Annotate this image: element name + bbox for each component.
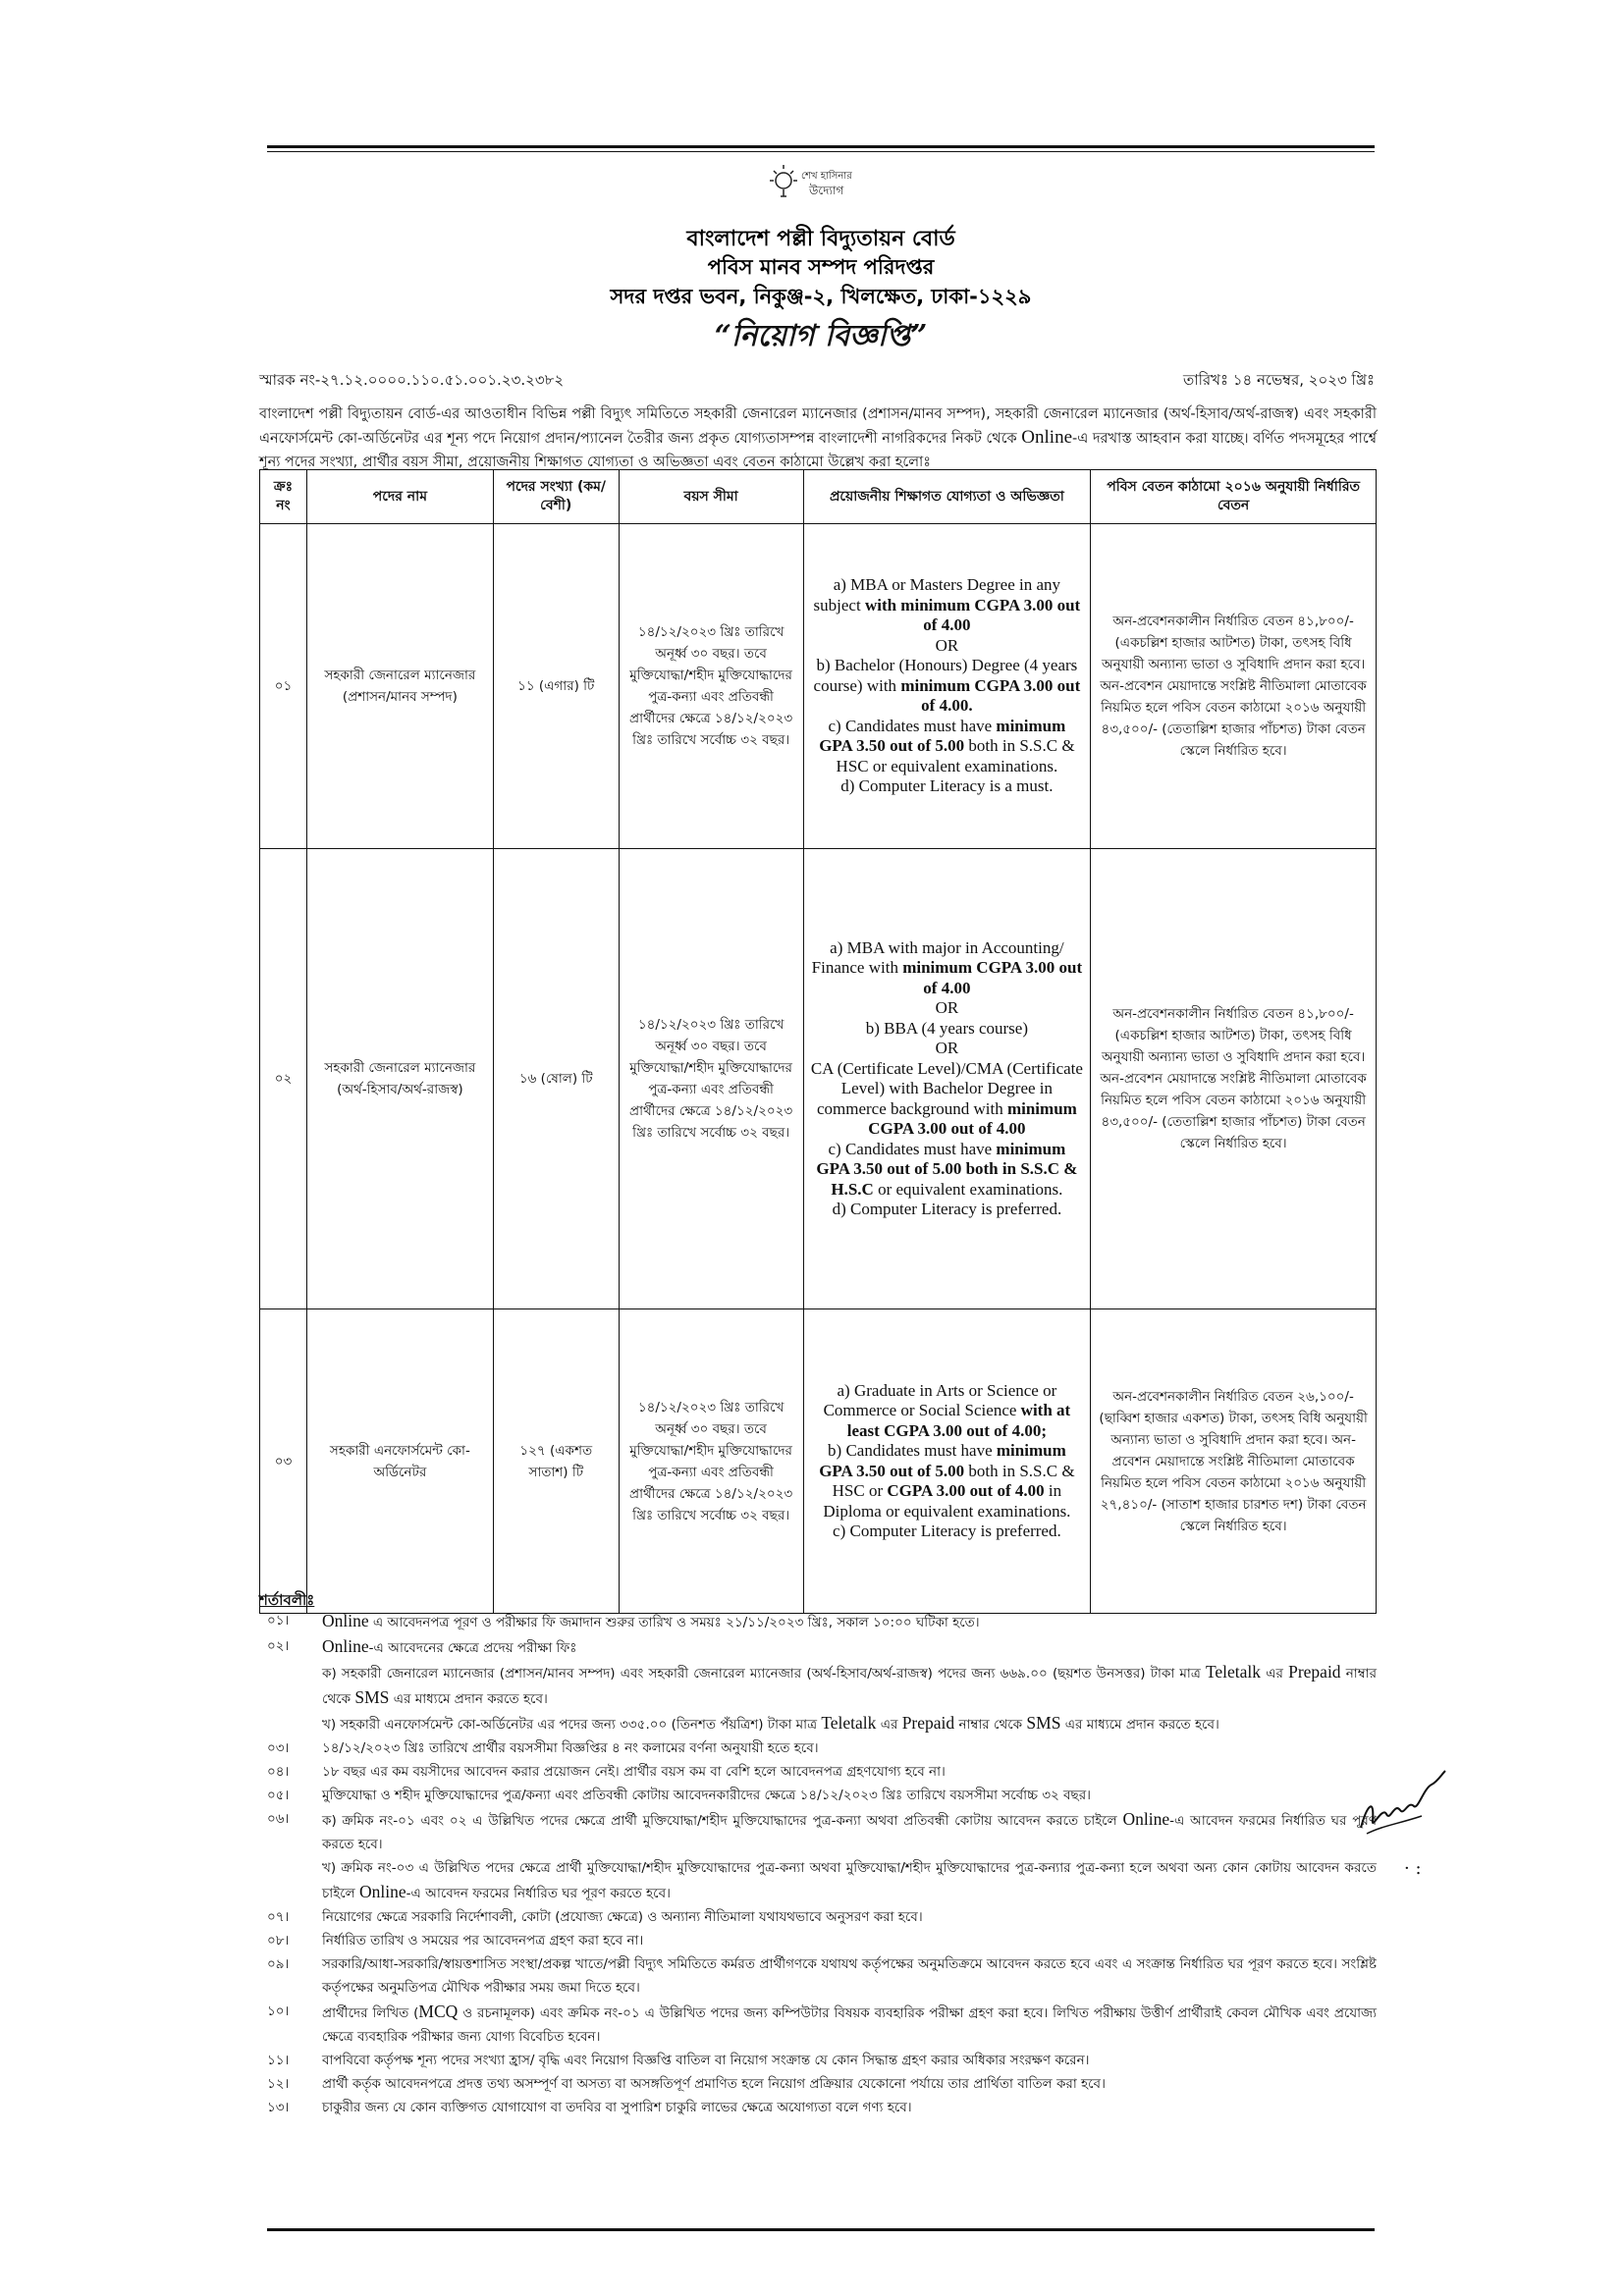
term-segment: Prepaid	[901, 1713, 955, 1733]
qualification-item	[810, 1140, 1085, 1201]
qualification-text: minimum CGPA 3.00 out of 4.00	[902, 958, 1083, 997]
top-border-thin	[267, 151, 1375, 152]
term-item	[259, 1784, 1377, 1807]
term-line	[322, 1711, 1377, 1736]
qualification-text: OR	[935, 998, 959, 1017]
term-line	[322, 1609, 1377, 1634]
term-item	[259, 1609, 1377, 1634]
org-name: বাংলাদেশ পল্লী বিদ্যুতায়ন বোর্ড	[686, 227, 955, 251]
qualification-text: CA (Certificate Level)/CMA (Certificate Level) with Bachelor Degree in commerce background with	[810, 1058, 1083, 1118]
term-line	[322, 1929, 1377, 1952]
term-segment: SMS	[1026, 1713, 1061, 1733]
margin-mark: · :	[1404, 1858, 1422, 1879]
cell-post: সহকারী এনফোর্সমেন্ট কো-অর্ডিনেটর	[306, 1309, 493, 1614]
cell-serial: ০২	[260, 849, 307, 1309]
table-row	[260, 524, 1377, 849]
cell-age: ১৪/১২/২০২৩ খ্রিঃ তারিখে অনূর্ধ্ব ৩০ বছর। তবে মুক্তিযোদ্ধা/শহীদ মুক্তিযোদ্ধাদের পুত্র-কন্যা এবং প্রতিবন্ধী প্রার্থীদের ক্ষেত্রে ১৪/১২/২০২৩ খ্রিঃ তারিখে সর্বোচ্চ ৩২ বছর।	[619, 1309, 803, 1614]
term-segment: প্রার্থীদের লিখিত (	[322, 2005, 419, 2021]
term-item	[259, 1736, 1377, 1760]
term-text	[322, 2072, 1377, 2096]
notice-page	[259, 145, 1378, 2231]
vacancy-table	[259, 469, 1377, 1614]
term-text	[322, 1952, 1377, 2000]
term-item	[259, 1760, 1377, 1784]
intro-online: Online	[1021, 427, 1073, 448]
svg-text:উদ্যোগ: উদ্যোগ	[809, 184, 844, 197]
qualification-text: c) Candidates must have	[828, 1139, 997, 1158]
term-number: ১০।	[267, 2003, 290, 2019]
term-line	[322, 1736, 1377, 1760]
term-segment: SMS	[354, 1687, 390, 1707]
term-segment: MCQ	[418, 2002, 459, 2021]
term-text	[322, 1760, 1377, 1784]
qualification-text: CGPA 3.00 out of 4.00	[887, 1481, 1045, 1500]
term-number: ০৯।	[267, 1956, 290, 1972]
term-item	[259, 1807, 1377, 1905]
intro-text-2: -এ দরখাস্ত আহবান করা যাচ্ছে। বর্ণিত পদসমূহের পার্শ্বে শূন্য পদের সংখ্যা, প্রার্থীর বয়স সীমা, প্রয়োজনীয় শিক্ষাগত যোগ্যতা ও অভিজ্ঞতা এবং বেতন কাঠামো উল্লেখ করা হলোঃ	[259, 431, 1377, 470]
notice-title: “নিয়োগ বিজ্ঞপ্তি”	[714, 319, 928, 353]
qualification-text: OR	[935, 635, 959, 655]
qualification-item	[810, 938, 1085, 999]
term-item	[259, 1952, 1377, 2000]
term-line	[322, 2072, 1377, 2096]
term-segment: মুক্তিযোদ্ধা ও শহীদ মুক্তিযোদ্ধাদের পুত্র/কন্যা এবং প্রতিবন্ধী কোটায় আবেদনকারীদের ক্ষেত্রে ১৪/১২/২০২৩ খ্রিঃ তারিখে বয়সসীমা সর্বোচ্চ ৩২ বছর।	[322, 1788, 1091, 1803]
memo-number: স্মারক নং-২৭.১২.০০০০.১১০.৫১.০০১.২৩.২৩৮২	[259, 371, 565, 389]
cell-qualification	[803, 524, 1091, 849]
term-number: ০৮।	[267, 1933, 290, 1949]
cell-age: ১৪/১২/২০২৩ খ্রিঃ তারিখে অনূর্ধ্ব ৩০ বছর। তবে মুক্তিযোদ্ধা/শহীদ মুক্তিযোদ্ধাদের পুত্র-কন্যা এবং প্রতিবন্ধী প্রার্থীদের ক্ষেত্রে ১৪/১২/২০২৩ খ্রিঃ তারিখে সর্বোচ্চ ৩২ বছর।	[619, 524, 803, 849]
terms-title: শর্তাবলীঃ	[259, 1591, 315, 1609]
term-line	[322, 2049, 1377, 2072]
cell-age: ১৪/১২/২০২৩ খ্রিঃ তারিখে অনূর্ধ্ব ৩০ বছর। তবে মুক্তিযোদ্ধা/শহীদ মুক্তিযোদ্ধাদের পুত্র-কন্যা এবং প্রতিবন্ধী প্রার্থীদের ক্ষেত্রে ১৪/১২/২০২৩ খ্রিঃ তারিখে সর্বোচ্চ ৩২ বছর।	[619, 849, 803, 1309]
term-line	[322, 1952, 1377, 2000]
term-segment: খ) সহকারী এনফোর্সমেন্ট কো-অর্ডিনেটর এর পদের জন্য ৩৩৫.০০ (তিনশত পঁয়ত্রিশ) টাকা মাত্র	[322, 1717, 822, 1733]
signature	[1353, 1767, 1461, 1845]
term-segment: Online	[322, 1636, 369, 1656]
term-line	[322, 1634, 1377, 1660]
term-segment: ১৪/১২/২০২৩ খ্রিঃ তারিখে প্রার্থীর বয়সসীমা বিজ্ঞপ্তির ৪ নং কলামের বর্ণনা অনুযায়ী হতে হবে।	[322, 1740, 819, 1756]
qualification-item	[810, 1381, 1085, 1442]
qualification-item	[810, 1522, 1085, 1542]
qualification-text: c) Candidates must have	[828, 716, 997, 735]
qualification-text: minimum GPA 3.50 out of 5.00	[819, 1441, 1066, 1480]
term-segment: নির্ধারিত তারিখ ও সময়ের পর আবেদনপত্র গ্রহণ করা হবে না।	[322, 1933, 644, 1949]
term-segment: Teletalk	[821, 1713, 877, 1733]
qualification-text: with at least CGPA 3.00 out of 4.00;	[846, 1401, 1071, 1440]
header-serial: ক্রঃ নং	[260, 470, 307, 524]
org-address: সদর দপ্তর ভবন, নিকুঞ্জ-২, খিলক্ষেত, ঢাকা-১২২৯	[610, 285, 1032, 308]
qualification-text: with minimum CGPA 3.00 out of 4.00	[864, 595, 1081, 635]
term-segment: Online	[1122, 1809, 1170, 1829]
term-line	[322, 1784, 1377, 1807]
qualification-text: a) MBA with major in Accounting/ Finance with	[811, 937, 1064, 977]
term-line	[322, 1856, 1377, 1905]
cell-salary: অন-প্রবেশনকালীন নির্ধারিত বেতন ৪১,৮০০/- (একচল্লিশ হাজার আটশত) টাকা, তৎসহ বিধি অনুযায়ী অন্যান্য ভাতা ও সুবিধাদি প্রদান করা হবে। অন-প্রবেশন মেয়াদান্তে সংশ্লিষ্ট নীতিমালা মোতাবেক নিয়মিত হলে পবিস বেতন কাঠামো ২০১৬ অনুযায়ী ৪৩,৫০০/- (তেতাল্লিশ হাজার পাঁচশত) টাকা বেতন স্কেলে নির্ধারিত হবে।	[1091, 524, 1377, 849]
term-segment: বাপবিবো কর্তৃপক্ষ শূন্য পদের সংখ্যা হ্রাস/ বৃদ্ধি এবং নিয়োগ বিজ্ঞপ্তি বাতিল বা নিয়োগ সংক্রান্ত যে কোন সিদ্ধান্ত গ্রহণ করার অধিকার সংরক্ষণ করেন।	[322, 2053, 1090, 2068]
qualification-item	[810, 1059, 1085, 1140]
term-line	[322, 2000, 1377, 2049]
intro-text-1: বাংলাদেশ পল্লী বিদ্যুতায়ন বোর্ড-এর আওতাধীন বিভিন্ন পল্লী বিদ্যুৎ সমিতিতে সহকারী জেনারেল ম্যানেজার (প্রশাসন/মানব সম্পদ), সহকারী জেনারেল ম্যানেজার (অর্থ-হিসাব/অর্থ-রাজস্ব) এবং সহকারী এনফোর্সমেন্ট কো-অর্ডিনেটর এর শূন্য পদে নিয়োগ প্রদান/প্যানেল তৈরীর জন্য প্রকৃত যোগ্যতাসম্পন্ন বাংলাদেশী নাগরিকদের নিকট থেকে	[259, 406, 1377, 447]
qualification-text: d) Computer Literacy is preferred.	[832, 1200, 1062, 1218]
term-number: ০৭।	[267, 1909, 290, 1925]
term-item	[259, 2072, 1377, 2096]
cell-qualification	[803, 1309, 1091, 1614]
qualification-item	[810, 656, 1085, 717]
qualification-item	[810, 1039, 1085, 1059]
term-segment: Prepaid	[1288, 1662, 1341, 1682]
term-item	[259, 2049, 1377, 2072]
qualification-text: OR	[935, 1039, 959, 1057]
term-segment: চাকুরীর জন্য যে কোন ব্যক্তিগত যোগাযোগ বা তদবির বা সুপারিশ চাকুরি লাভের ক্ষেত্রে অযোগ্যতা বলে গণ্য হবে।	[322, 2100, 912, 2115]
qualification-text: both in S.S.C & HSC or equivalent examinations.	[836, 736, 1075, 775]
term-segment: এ আবেদনপত্র পূরণ ও পরীক্ষার ফি জমাদান শুরুর তারিখ ও সময়ঃ ২১/১১/২০২৩ খ্রিঃ, সকাল ১০:০০ ঘটিকা হতে।	[368, 1615, 980, 1630]
table-header-row	[260, 470, 1377, 524]
qualification-text: minimum CGPA 3.00 out of 4.00.	[900, 675, 1081, 716]
term-segment: -এ আবেদনের ক্ষেত্রে প্রদেয় পরীক্ষা ফিঃ	[368, 1640, 577, 1656]
term-text	[322, 2096, 1377, 2119]
header-count: পদের সংখ্যা (কম/বেশী)	[493, 470, 619, 524]
qualification-text: d) Computer Literacy is a must.	[840, 776, 1054, 796]
bottom-border	[267, 2228, 1375, 2231]
term-segment: সরকারি/আধা-সরকারি/স্বায়ত্তশাসিত সংস্থা/প্রকল্প খাতে/পল্লী বিদ্যুৎ সমিতিতে কর্মরত প্রার্থীগণকে যথাযথ কর্তৃপক্ষের অনুমতিক্রমে আবেদন করতে হবে এবং এ সংক্রান্ত নির্ধারিত ঘর পূরণ করতে হবে। সংশ্লিষ্ট কর্তৃপক্ষের অনুমতিপত্র মৌখিক পরীক্ষার সময় জমা দিতে হবে।	[322, 1956, 1377, 1996]
table-row	[260, 849, 1377, 1309]
term-number: ১১।	[267, 2053, 290, 2068]
header-qualification: প্রয়োজনীয় শিক্ষাগত যোগ্যতা ও অভিজ্ঞতা	[803, 470, 1091, 524]
term-line	[322, 1660, 1377, 1711]
org-department: পবিস মানব সম্পদ পরিদপ্তর	[707, 255, 935, 279]
cell-serial: ০৩	[260, 1309, 307, 1614]
qualification-item	[810, 717, 1085, 777]
cell-count: ১১ (এগার) টি	[493, 524, 619, 849]
term-item	[259, 1929, 1377, 1952]
qualification-text: minimum CGPA 3.00 out of 4.00	[868, 1098, 1077, 1138]
term-segment: খ) ক্রমিক নং-০৩ এ উল্লিখিত পদের ক্ষেত্রে প্রার্থী মুক্তিযোদ্ধা/শহীদ মুক্তিযোদ্ধাদের পুত্র-কন্যা অথবা মুক্তিযোদ্ধা/শহীদ মুক্তিযোদ্ধাদের পুত্র-কন্যার পুত্র-কন্যা হলে অথবা অন্য কোন কোটায় আবেদন করতে চাইলে	[322, 1860, 1377, 1901]
qualification-item	[810, 1200, 1085, 1220]
qualification-text: c) Computer Literacy is preferred.	[833, 1522, 1061, 1540]
term-segment: নাম্বার থেকে	[954, 1717, 1027, 1733]
cell-salary: অন-প্রবেশনকালীন নির্ধারিত বেতন ২৬,১০০/- (ছাব্বিশ হাজার একশত) টাকা, তৎসহ বিধি অনুযায়ী অন্যান্য ভাতা ও সুবিধাদি প্রদান করা হবে। অন-প্রবেশন মেয়াদান্তে সংশ্লিষ্ট নীতিমালা মোতাবেক নিয়মিত হলে পবিস বেতন কাঠামো ২০১৬ অনুযায়ী ২৭,৪১০/- (সাতাশ হাজার চারশত দশ) টাকা বেতন স্কেলে নির্ধারিত হবে।	[1091, 1309, 1377, 1614]
intro-paragraph	[259, 402, 1377, 474]
qualification-text: or equivalent examinations.	[873, 1179, 1063, 1199]
term-line	[322, 1905, 1377, 1929]
header-post: পদের নাম	[306, 470, 493, 524]
qualification-text: minimum GPA 3.50 out of 5.00 both in S.S.C & H.S.C	[816, 1139, 1078, 1199]
term-segment: -এ আবেদন ফরমের নির্ধারিত ঘর পূরণ করতে হবে।	[322, 1813, 1377, 1852]
header-age: বয়স সীমা	[619, 470, 803, 524]
term-text	[322, 2000, 1377, 2049]
term-segment: এর মাধ্যমে প্রদান করতে হবে।	[389, 1691, 548, 1707]
term-segment: Online	[322, 1611, 369, 1630]
term-text	[322, 1634, 1377, 1736]
term-item	[259, 2000, 1377, 2049]
term-text	[322, 2049, 1377, 2072]
term-text	[322, 1807, 1377, 1905]
term-segment: প্রার্থী কর্তৃক আবেদনপত্রে প্রদত্ত তথ্য অসম্পূর্ণ বা অসত্য বা অসঙ্গতিপূর্ণ প্রমাণিত হলে নিয়োগ প্রক্রিয়ার যেকোনো পর্যায়ে তার প্রার্থিতা বাতিল করা হবে।	[322, 2076, 1106, 2092]
term-text	[322, 1609, 1377, 1634]
term-text	[322, 1784, 1377, 1807]
qualification-item	[810, 575, 1085, 636]
term-segment: এর মাধ্যমে প্রদান করতে হবে।	[1060, 1717, 1219, 1733]
cell-salary: অন-প্রবেশনকালীন নির্ধারিত বেতন ৪১,৮০০/- (একচল্লিশ হাজার আটশত) টাকা, তৎসহ বিধি অনুযায়ী অন্যান্য ভাতা ও সুবিধাদি প্রদান করা হবে। অন-প্রবেশন মেয়াদান্তে সংশ্লিষ্ট নীতিমালা মোতাবেক নিয়মিত হলে পবিস বেতন কাঠামো ২০১৬ অনুযায়ী ৪৩,৫০০/- (তেতাল্লিশ হাজার পাঁচশত) টাকা বেতন স্কেলে নির্ধারিত হবে।	[1091, 849, 1377, 1309]
term-text	[322, 1736, 1377, 1760]
term-number: ১২।	[267, 2076, 290, 2092]
sheikh-hasina-initiative-logo	[748, 157, 905, 216]
cell-serial: ০১	[260, 524, 307, 849]
term-number: ০২।	[267, 1638, 290, 1654]
term-segment: -এ আবেদন ফরমের নির্ধারিত ঘর পূরণ করতে হবে।	[406, 1886, 671, 1901]
term-line	[322, 2096, 1377, 2119]
term-line	[322, 1760, 1377, 1784]
svg-text:শেখ হাসিনার: শেখ হাসিনার	[801, 171, 852, 182]
qualification-text: minimum GPA 3.50 out of 5.00	[819, 716, 1066, 756]
term-segment: নাম্বার থেকে	[322, 1666, 1377, 1707]
term-number: ০১।	[267, 1613, 290, 1629]
qualification-text: in Diploma or equivalent examinations.	[823, 1481, 1071, 1521]
term-number: ০৫।	[267, 1788, 290, 1803]
term-number: ১৩।	[267, 2100, 290, 2115]
qualification-text: both in S.S.C & HSC or	[832, 1461, 1075, 1500]
term-segment: Online	[359, 1882, 406, 1901]
terms-list	[259, 1609, 1377, 2119]
term-segment: এর	[1261, 1666, 1289, 1682]
qualification-text: b) Candidates must have	[828, 1441, 997, 1460]
qualification-item	[810, 1019, 1085, 1040]
qualification-text: b) Bachelor (Honours) Degree (4 years course) with	[813, 656, 1078, 695]
qualification-text: a) MBA or Masters Degree in any subject	[813, 575, 1061, 614]
table-row	[260, 1309, 1377, 1614]
term-segment: নিয়োগের ক্ষেত্রে সরকারি নির্দেশাবলী, কোটা (প্রযোজ্য ক্ষেত্রে) ও অন্যান্য নীতিমালা যথাযথভাবে অনুসরণ করা হবে।	[322, 1909, 923, 1925]
term-number: ০৪।	[267, 1764, 290, 1780]
term-item	[259, 1634, 1377, 1736]
cell-count: ১২৭ (একশত সাতাশ) টি	[493, 1309, 619, 1614]
qualification-item	[810, 776, 1085, 797]
term-number: ০৬।	[267, 1811, 290, 1827]
term-segment: ও রচনামূলক) এবং ক্রমিক নং-০১ এ উল্লিখিত পদের জন্য কম্পিউটার বিষয়ক ব্যবহারিক পরীক্ষা গ্রহণ করা হবে। লিখিত পরীক্ষায় উত্তীর্ণ প্রার্থীরাই কেবল মৌখিক এবং প্রযোজ্য ক্ষেত্রে ব্যবহারিক পরীক্ষার জন্য যোগ্য বিবেচিত হবেন।	[322, 2005, 1378, 2045]
header-salary: পবিস বেতন কাঠামো ২০১৬ অনুযায়ী নির্ধারিত বেতন	[1091, 470, 1377, 524]
term-segment: ১৮ বছর এর কম বয়সীদের আবেদন করার প্রয়োজন নেই। প্রার্থীর বয়স কম বা বেশি হলে আবেদনপত্র গ্রহণযোগ্য হবে না।	[322, 1764, 946, 1780]
qualification-text: b) BBA (4 years course)	[865, 1018, 1029, 1038]
cell-count: ১৬ (ষোল) টি	[493, 849, 619, 1309]
qualification-item	[810, 1441, 1085, 1522]
term-segment: ক) সহকারী জেনারেল ম্যানেজার (প্রশাসন/মানব সম্পদ) এবং সহকারী জেনারেল ম্যানেজার (অর্থ-হিসাব/অর্থ-রাজস্ব) পদের জন্য ৬৬৯.০০ (ছয়শত উনসত্তর) টাকা মাত্র	[322, 1666, 1206, 1682]
term-item	[259, 1905, 1377, 1929]
notice-date: তারিখঃ ১৪ নভেম্বর, ২০২৩ খ্রিঃ	[1182, 371, 1375, 389]
term-text	[322, 1929, 1377, 1952]
term-segment: এর	[876, 1717, 902, 1733]
cell-post: সহকারী জেনারেল ম্যানেজার (অর্থ-হিসাব/অর্থ-রাজস্ব)	[306, 849, 493, 1309]
top-border	[267, 145, 1375, 148]
qualification-item	[810, 636, 1085, 657]
term-number: ০৩।	[267, 1740, 290, 1756]
cell-qualification	[803, 849, 1091, 1309]
qualification-item	[810, 998, 1085, 1019]
cell-post: সহকারী জেনারেল ম্যানেজার (প্রশাসন/মানব সম্পদ)	[306, 524, 493, 849]
term-item	[259, 2096, 1377, 2119]
term-segment: Teletalk	[1205, 1662, 1262, 1682]
term-line	[322, 1807, 1377, 1856]
qualification-text: a) Graduate in Arts or Science or Commerce or Social Science	[823, 1380, 1057, 1419]
term-text	[322, 1905, 1377, 1929]
term-segment: ক) ক্রমিক নং-০১ এবং ০২ এ উল্লিখিত পদের ক্ষেত্রে প্রার্থী মুক্তিযোদ্ধা/শহীদ মুক্তিযোদ্ধাদের পুত্র-কন্যা অথবা প্রতিবন্ধী কোটায় আবেদন করতে চাইলে	[322, 1813, 1123, 1829]
